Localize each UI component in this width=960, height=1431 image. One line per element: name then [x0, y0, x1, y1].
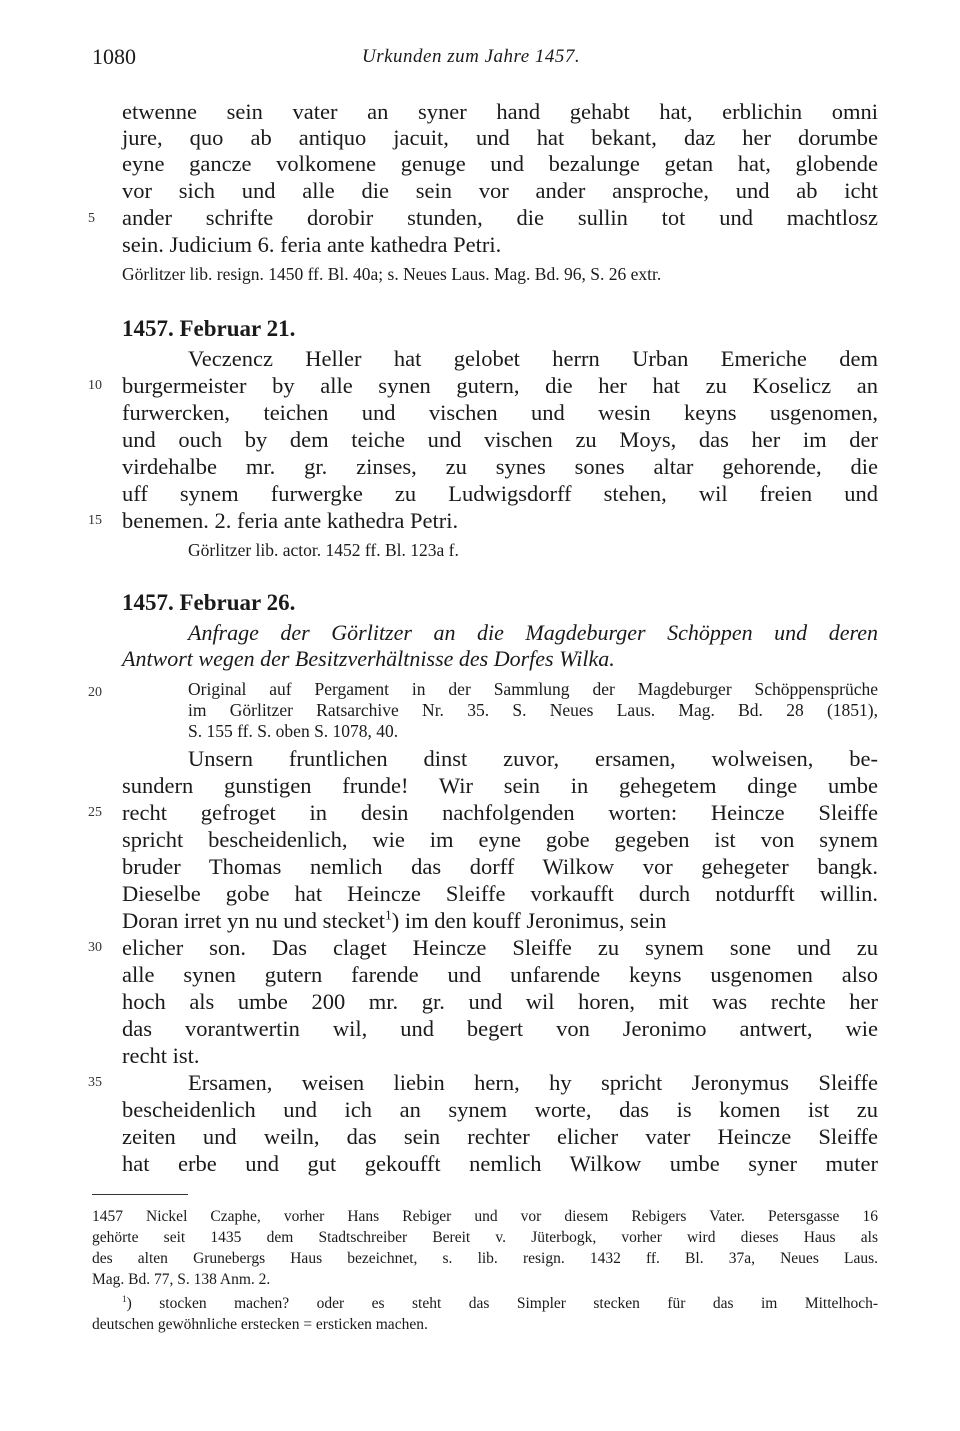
footnote-marker: 1 [385, 907, 392, 923]
source-citation: S. 155 ff. S. oben S. 1078, 40. [188, 721, 399, 741]
text-line: ander schrifte dorobir stunden, die sullin tot und machtlosz [122, 205, 878, 230]
text-line: zeiten und weiln, das sein rechter elicher vater Heincze Sleiffe [122, 1124, 878, 1149]
text-line: das vorantwertin wil, und begert von Jeronimo antwert, wie [122, 1016, 878, 1041]
line-number: 20 [88, 685, 102, 700]
footnote-line: deutschen gewöhnliche erstecken = ersticken machen. [92, 1316, 428, 1333]
text-line: hoch als umbe 200 mr. gr. und wil horen, mit was rechte her [122, 989, 878, 1014]
text-line [122, 907, 878, 934]
text-line: uff synem furwergke zu Ludwigsdorff stehen, wil freien und [122, 481, 878, 506]
text-line: sein. Judicium 6. feria ante kathedra Petri. [122, 232, 502, 257]
line-number: 35 [88, 1075, 102, 1090]
text-line: burgermeister by alle synen gutern, die her hat zu Koselicz an [122, 373, 878, 398]
text-line: recht ist. [122, 1043, 200, 1068]
text-line: eyne gancze volkomene genuge und bezalunge getan hat, globende [122, 151, 878, 176]
text-line: elicher son. Das claget Heincze Sleiffe zu synem sone und zu [122, 935, 878, 960]
source-citation: Görlitzer lib. resign. 1450 ff. Bl. 40a; s. Neues Laus. Mag. Bd. 96, S. 26 extr. [122, 264, 662, 284]
text-line: hat erbe und gut gekoufft nemlich Wilkow umbe syner muter [122, 1151, 878, 1176]
footnote-marker: 1 [122, 1294, 127, 1305]
text-line: benemen. 2. feria ante kathedra Petri. [122, 508, 459, 533]
source-citation: im Görlitzer Ratsarchive Nr. 35. S. Neues Laus. Mag. Bd. 28 (1851), [188, 700, 878, 720]
text-line: Unsern fruntlichen dinst zuvor, ersamen, wolweisen, be- [188, 746, 878, 771]
line-number: 30 [88, 940, 102, 955]
text-line: recht gefroget in desin nachfolgenden worten: Heincze Sleiffe [122, 800, 878, 825]
page-number: 1080 [92, 44, 136, 69]
text-line: bruder Thomas nemlich das dorff Wilkow vor gehegeter bangk. [122, 854, 878, 879]
running-title: Urkunden zum Jahre 1457. [362, 46, 581, 67]
text-line: jure, quo ab antiquo jacuit, und hat bekant, daz her dorumbe [122, 125, 878, 150]
footnote-line: des alten Grunebergs Haus bezeichnet, s. lib. resign. 1432 ff. Bl. 37a, Neues Laus. [92, 1250, 878, 1267]
source-citation: Original auf Pergament in der Sammlung der Magdeburger Schöppensprüche [188, 679, 878, 699]
text-line: etwenne sein vater an syner hand gehabt hat, erblichin omni [122, 99, 878, 124]
footnote-line: 1457 Nickel Czaphe, vorher Hans Rebiger und vor diesem Rebigers Vater. Petersgasse 16 [92, 1208, 878, 1225]
text-line: Dieselbe gobe hat Heincze Sleiffe vorkaufft durch notdurfft willin. [122, 881, 878, 906]
text-line: furwercken, teichen und vischen und wesin keyns usgenomen, [122, 400, 878, 425]
footnote-line: gehörte seit 1435 dem Stadtschreiber Bereit v. Jüterbogk, vorher wird dieses Haus als [92, 1229, 878, 1246]
text-line: bescheidenlich und ich an synem worte, das is komen ist zu [122, 1097, 878, 1122]
text-line: spricht bescheidenlich, wie im eyne gobe gegeben ist von synem [122, 827, 878, 852]
entry-heading: 1457. Februar 21. [122, 316, 296, 341]
line-number: 10 [88, 378, 102, 393]
line-number: 15 [88, 513, 102, 528]
text-line: vor sich und alle die sein vor ander ansproche, und ab icht [122, 178, 878, 203]
text-line: Ersamen, weisen liebin hern, hy spricht Jeronymus Sleiffe [188, 1070, 878, 1095]
footnote-text: ) stocken machen? oder es steht das Simpler stecken für das im Mittelhoch- [126, 1295, 878, 1312]
text-fragment: Doran irret yn nu und stecket [122, 908, 386, 933]
text-line: sundern gunstigen frunde! Wir sein in gehegetem dinge umbe [122, 773, 878, 798]
line-number: 25 [88, 805, 102, 820]
text-line: Veczencz Heller hat gelobet herrn Urban Emeriche dem [188, 346, 878, 371]
footnote-rule [92, 1194, 188, 1195]
text-line: alle synen gutern farende und unfarende keyns usgenomen also [122, 962, 878, 987]
source-citation: Görlitzer lib. actor. 1452 ff. Bl. 123a f. [188, 540, 459, 560]
footnote-line: Mag. Bd. 77, S. 138 Anm. 2. [92, 1271, 271, 1288]
line-number: 5 [88, 211, 95, 226]
entry-heading: 1457. Februar 26. [122, 590, 296, 615]
text-line: und ouch by dem teiche und vischen zu Moys, das her im der [122, 427, 878, 452]
text-line: virdehalbe mr. gr. zinses, zu synes sones altar gehorende, die [122, 454, 878, 479]
entry-subtitle: Anfrage der Görlitzer an die Magdeburger Schöppen und deren [188, 620, 878, 645]
entry-subtitle: Antwort wegen der Besitzverhältnisse des Dorfes Wilka. [122, 646, 615, 671]
footnote-line [122, 1294, 878, 1314]
page-header [92, 44, 882, 74]
text-fragment: ) im den kouff Jeronimus, sein [391, 908, 667, 933]
